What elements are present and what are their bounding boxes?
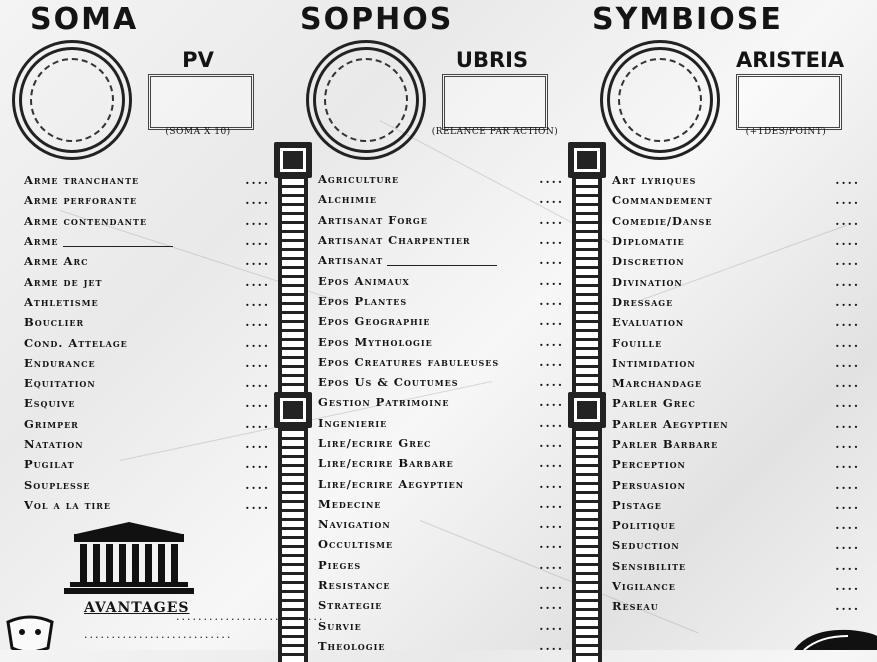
skill-row[interactable] <box>612 211 860 231</box>
skill-row[interactable] <box>612 474 860 494</box>
skill-row[interactable] <box>318 534 564 554</box>
skill-points[interactable]: .... <box>539 496 564 511</box>
skill-label: Artisanat Charpentier <box>318 233 471 248</box>
skill-label: Pieges <box>318 557 362 572</box>
skill-label: Reseau <box>612 599 659 614</box>
skill-row[interactable] <box>24 251 270 271</box>
skill-row[interactable] <box>612 495 860 515</box>
skill-label: Resistance <box>318 578 391 593</box>
skill-label: Epos Mythologie <box>318 334 433 349</box>
skill-label: Discretion <box>612 254 685 269</box>
skill-label: Gestion Patrimoine <box>318 395 450 410</box>
ubris-box[interactable] <box>442 74 548 130</box>
skill-row[interactable] <box>318 372 564 392</box>
skill-label: Pugilat <box>24 457 75 472</box>
skill-label: Diplomatie <box>612 234 685 249</box>
skill-label: Arme de jet <box>24 274 103 289</box>
skill-row[interactable] <box>318 311 564 331</box>
skill-label: Lire/ecrire Grec <box>318 436 432 450</box>
skill-row[interactable] <box>318 473 564 493</box>
sophos-medallion[interactable] <box>306 40 426 160</box>
skill-label: Endurance <box>24 355 96 370</box>
skill-label: Athletisme <box>24 294 99 309</box>
skill-points[interactable]: .... <box>539 293 564 308</box>
skill-points[interactable]: .... <box>539 476 564 491</box>
skill-points[interactable]: .... <box>835 457 860 472</box>
skill-row[interactable] <box>612 393 860 413</box>
skill-row[interactable] <box>318 494 564 514</box>
skill-points[interactable]: .... <box>245 234 270 249</box>
skill-row[interactable] <box>612 251 860 271</box>
skill-points[interactable]: .... <box>835 315 860 330</box>
sophos-skill-list <box>318 169 564 656</box>
advantages-label: AVANTAGES <box>84 600 190 616</box>
skill-points[interactable]: .... <box>835 538 860 553</box>
skill-points[interactable]: .... <box>539 415 564 430</box>
skill-row[interactable] <box>318 270 564 290</box>
skill-label: Fouille <box>612 335 663 350</box>
skill-row[interactable] <box>612 434 860 454</box>
skill-label: Grimper <box>24 416 79 431</box>
skill-points[interactable]: .... <box>539 598 564 613</box>
skill-points[interactable]: .... <box>245 477 270 492</box>
skill-row[interactable] <box>318 331 564 351</box>
skill-label: Alchimie <box>318 192 377 207</box>
skill-row[interactable] <box>318 250 564 270</box>
skill-label: Politique <box>612 518 676 533</box>
skill-points[interactable]: .... <box>539 557 564 572</box>
skill-specialty-blank[interactable] <box>387 255 497 266</box>
skill-label: Occultisme <box>318 537 394 552</box>
skill-points[interactable]: .... <box>245 335 270 350</box>
skill-label: Divination <box>612 274 683 289</box>
spartan-helmet-icon <box>790 626 877 650</box>
skill-label: Epos Us & Coutumes <box>318 375 459 390</box>
skill-row[interactable] <box>318 189 564 209</box>
skill-row[interactable] <box>318 291 564 311</box>
skill-points[interactable]: .... <box>539 233 564 248</box>
skill-points[interactable]: .... <box>539 638 564 653</box>
skill-points[interactable]: .... <box>835 254 860 269</box>
skill-points[interactable]: .... <box>245 254 270 269</box>
left-pillar-cap-mid <box>274 392 312 428</box>
advantages-line-1[interactable]: ........................... <box>176 610 325 623</box>
skill-row[interactable] <box>24 414 270 434</box>
skill-row[interactable] <box>612 170 860 190</box>
skill-label: Commandement <box>612 193 713 208</box>
ubris-label: UBRIS <box>455 48 529 72</box>
skill-points[interactable]: .... <box>835 355 860 370</box>
skill-row[interactable] <box>318 413 564 433</box>
skill-points[interactable]: .... <box>835 579 860 594</box>
skill-points[interactable]: .... <box>539 375 564 390</box>
skill-label: Bouclier <box>24 315 85 330</box>
skill-points[interactable]: .... <box>835 376 860 391</box>
skill-points[interactable]: .... <box>245 315 270 330</box>
skill-label: Equitation <box>24 376 96 391</box>
skill-points[interactable]: .... <box>245 497 270 512</box>
skill-row[interactable] <box>24 170 270 190</box>
skill-row[interactable] <box>24 292 270 312</box>
skill-row[interactable] <box>318 433 564 453</box>
skill-label: Pistage <box>612 497 662 512</box>
skill-points[interactable]: .... <box>539 192 564 207</box>
pv-label: PV <box>182 48 214 72</box>
skill-points[interactable]: .... <box>539 517 564 532</box>
skill-points[interactable]: .... <box>539 253 564 268</box>
skill-points[interactable]: .... <box>245 274 270 289</box>
skill-points[interactable]: .... <box>245 294 270 309</box>
skill-label: Theologie <box>318 638 386 653</box>
skill-row[interactable] <box>24 332 270 352</box>
skill-points[interactable]: .... <box>539 354 564 369</box>
skill-label: Intimidation <box>612 355 696 370</box>
skill-row[interactable] <box>612 576 860 596</box>
skill-points[interactable]: .... <box>835 518 860 533</box>
skill-label: Sensibilite <box>612 558 687 573</box>
skill-label: Epos Creatures fabuleuses <box>318 354 500 369</box>
skill-points[interactable]: .... <box>539 578 564 593</box>
skill-points[interactable]: .... <box>539 456 564 471</box>
symbiose-title: SYMBIOSE <box>592 2 783 37</box>
skill-row[interactable] <box>612 353 860 373</box>
skill-row[interactable] <box>24 393 270 413</box>
skill-row[interactable] <box>24 353 270 373</box>
skill-row[interactable] <box>318 575 564 595</box>
theater-mask-icon <box>0 612 70 650</box>
skill-row[interactable] <box>612 414 860 434</box>
skill-row[interactable] <box>612 556 860 576</box>
skill-row[interactable] <box>318 169 564 189</box>
skill-row[interactable] <box>24 454 270 474</box>
skill-label: Agriculture <box>318 172 400 187</box>
skill-label: Medecine <box>318 496 382 511</box>
skill-points[interactable]: .... <box>539 334 564 349</box>
skill-label: Epos Geographie <box>318 314 431 329</box>
skill-points[interactable]: .... <box>539 172 564 187</box>
skill-label: Epos Animaux <box>318 273 410 288</box>
skill-label: Arme tranchante <box>24 173 140 188</box>
skill-label: Artisanat <box>318 253 384 268</box>
skill-row[interactable] <box>612 535 860 555</box>
skill-label: Navigation <box>318 517 391 532</box>
skill-label: Marchandage <box>612 376 703 391</box>
skill-label: Evaluation <box>612 315 685 330</box>
skill-row[interactable] <box>612 596 860 616</box>
skill-points[interactable]: .... <box>245 416 270 431</box>
symbiose-medallion[interactable] <box>600 40 720 160</box>
skill-points[interactable]: .... <box>835 599 860 614</box>
skill-label: Cond. Attelage <box>24 335 128 350</box>
skill-row[interactable] <box>612 271 860 291</box>
skill-row[interactable] <box>318 514 564 534</box>
aristeia-note: (+1DES/POINT) <box>745 127 827 137</box>
skill-points[interactable]: .... <box>835 396 860 411</box>
skill-row[interactable] <box>612 292 860 312</box>
skill-points[interactable]: .... <box>245 173 270 188</box>
skill-row[interactable] <box>318 555 564 575</box>
skill-label: Art lyriques <box>612 173 697 188</box>
skill-points[interactable]: .... <box>245 193 270 208</box>
skill-points[interactable]: .... <box>835 477 860 492</box>
pv-box[interactable] <box>148 74 254 130</box>
skill-label: Vigilance <box>612 579 676 594</box>
skill-points[interactable]: .... <box>539 314 564 329</box>
skill-points[interactable]: .... <box>835 213 860 228</box>
skill-row[interactable] <box>24 211 270 231</box>
soma-title: SOMA <box>30 2 139 37</box>
skill-points[interactable]: .... <box>539 537 564 552</box>
skill-row[interactable] <box>24 190 270 210</box>
skill-points[interactable]: .... <box>835 497 860 512</box>
skill-row[interactable] <box>24 434 270 454</box>
skill-points[interactable]: .... <box>245 355 270 370</box>
skill-label: Lire/ecrire Barbare <box>318 456 454 471</box>
skill-row[interactable] <box>612 190 860 210</box>
skill-points[interactable]: .... <box>539 618 564 633</box>
skill-points[interactable]: .... <box>835 335 860 350</box>
skill-points[interactable]: .... <box>539 273 564 288</box>
skill-label: Seduction <box>612 538 680 553</box>
skill-row[interactable] <box>612 332 860 352</box>
skill-row[interactable] <box>612 515 860 535</box>
skill-row[interactable] <box>612 312 860 332</box>
skill-points[interactable]: .... <box>245 437 270 451</box>
skill-label: Survie <box>318 618 362 633</box>
skill-points[interactable]: .... <box>245 396 270 411</box>
skill-label: Comedie/Danse <box>612 213 713 228</box>
skill-label: Natation <box>24 437 84 451</box>
sophos-title: SOPHOS <box>300 2 454 37</box>
skill-points[interactable]: .... <box>835 416 860 431</box>
skill-label: Lire/ecrire Aegyptien <box>318 476 465 491</box>
right-pillar-cap-mid <box>568 392 606 428</box>
skill-label: Perception <box>612 457 686 472</box>
skill-points[interactable]: .... <box>835 294 860 309</box>
skill-row[interactable] <box>24 474 270 494</box>
skill-row[interactable] <box>318 595 564 615</box>
skill-points[interactable]: .... <box>835 193 860 208</box>
skill-row[interactable] <box>318 636 564 656</box>
skill-label: Vol a la tire <box>24 497 112 512</box>
skill-row[interactable] <box>612 231 860 251</box>
skill-points[interactable]: .... <box>245 457 270 472</box>
temple-icon <box>62 520 196 596</box>
skill-points[interactable]: .... <box>539 395 564 410</box>
advantages-line-2[interactable]: ........................... <box>84 628 233 641</box>
skill-points[interactable]: .... <box>835 173 860 188</box>
skill-points[interactable]: .... <box>245 376 270 391</box>
left-pillar-cap-top <box>274 142 312 178</box>
skill-row[interactable] <box>318 352 564 372</box>
skill-row[interactable] <box>24 231 270 251</box>
skill-label: Arme perforante <box>24 193 138 208</box>
skill-points[interactable]: .... <box>835 437 860 451</box>
skill-row[interactable] <box>24 373 270 393</box>
skill-row[interactable] <box>612 454 860 474</box>
skill-points[interactable]: .... <box>835 558 860 573</box>
skill-row[interactable] <box>318 616 564 636</box>
skill-label: Persuasion <box>612 477 686 492</box>
skill-label: Strategie <box>318 598 383 613</box>
skill-label: Epos Plantes <box>318 293 408 308</box>
skill-label: Dressage <box>612 294 674 309</box>
skill-row[interactable] <box>612 373 860 393</box>
skill-row[interactable] <box>318 210 564 230</box>
skill-label: Souplesse <box>24 477 91 492</box>
aristeia-box[interactable] <box>736 74 842 130</box>
skill-points[interactable]: .... <box>245 213 270 228</box>
right-pillar-cap-top <box>568 142 606 178</box>
skill-row[interactable] <box>318 392 564 412</box>
skill-label: Artisanat Forge <box>318 212 428 227</box>
skill-points[interactable]: .... <box>539 436 564 450</box>
aristeia-label: ARISTEIA <box>736 48 845 72</box>
skill-row[interactable] <box>24 495 270 515</box>
skill-row[interactable] <box>318 453 564 473</box>
soma-skill-list <box>24 170 270 515</box>
skill-label: Arme Arc <box>24 254 89 269</box>
skill-label: Parler Grec <box>612 396 696 411</box>
skill-label: Parler Aegyptien <box>612 416 729 431</box>
skill-points[interactable]: .... <box>835 274 860 289</box>
skill-label: Esquive <box>24 396 76 411</box>
skill-row[interactable] <box>24 312 270 332</box>
skill-points[interactable]: .... <box>835 234 860 249</box>
soma-medallion[interactable] <box>12 40 132 160</box>
skill-specialty-blank[interactable] <box>63 236 173 247</box>
skill-row[interactable] <box>318 230 564 250</box>
skill-points[interactable]: .... <box>539 212 564 227</box>
skill-label: Parler Barbare <box>612 437 719 451</box>
skill-row[interactable] <box>24 271 270 291</box>
ubris-note: (RELANCE PAR ACTION) <box>431 127 559 137</box>
pv-note: (SOMA X 10) <box>165 127 231 137</box>
symbiose-skill-list <box>612 170 860 617</box>
skill-label: Ingenierie <box>318 415 388 430</box>
skill-label: Arme <box>24 234 59 249</box>
skill-label: Arme contendante <box>24 213 148 228</box>
